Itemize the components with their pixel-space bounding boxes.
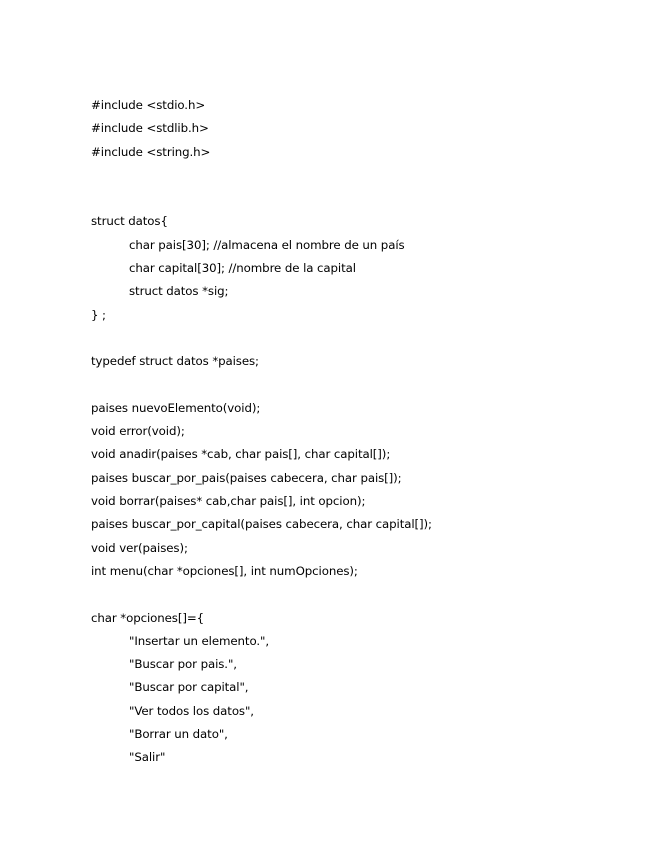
blank-line [91,583,631,606]
option-line: "Insertar un elemento.", [129,633,269,648]
prototype-line: void ver(paises); [91,540,188,555]
prototype-line: paises buscar_por_capital(paises cabecera, char capital[]); [91,517,432,532]
struct-open-line: struct datos{ [91,214,168,229]
prototype-line: void error(void); [91,424,185,439]
blank-line [91,327,631,350]
struct-field-line: char pais[30]; //almacena el nombre de un país [129,237,405,252]
typedef-line: typedef struct datos *paises; [91,354,259,369]
prototype-line: paises nuevoElemento(void); [91,400,261,415]
option-line: "Buscar por pais.", [129,657,237,672]
option-line: "Ver todos los datos", [129,703,254,718]
include-line: #include <stdio.h> [91,98,206,112]
prototype-line: paises buscar_por_pais(paises cabecera, char pais[]); [91,470,402,485]
option-line: "Buscar por capital", [129,680,249,695]
code-listing [91,94,631,770]
options-open-line: char *opciones[]={ [91,610,205,625]
blank-line [91,187,631,210]
prototype-line: void anadir(paises *cab, char pais[], char capital[]); [91,447,391,462]
option-line: "Borrar un dato", [129,727,228,742]
struct-field-line: char capital[30]; //nombre de la capital [129,261,356,276]
option-line: "Salir" [129,750,166,765]
include-line: #include <string.h> [91,144,211,159]
include-line: #include <stdlib.h> [91,121,209,136]
blank-line [91,164,631,187]
struct-field-line: struct datos *sig; [129,284,229,299]
blank-line [91,374,631,397]
prototype-line: int menu(char *opciones[], int numOpciones); [91,563,358,578]
prototype-line: void borrar(paises* cab,char pais[], int opcion); [91,494,366,509]
struct-close-line: } ; [91,307,106,322]
